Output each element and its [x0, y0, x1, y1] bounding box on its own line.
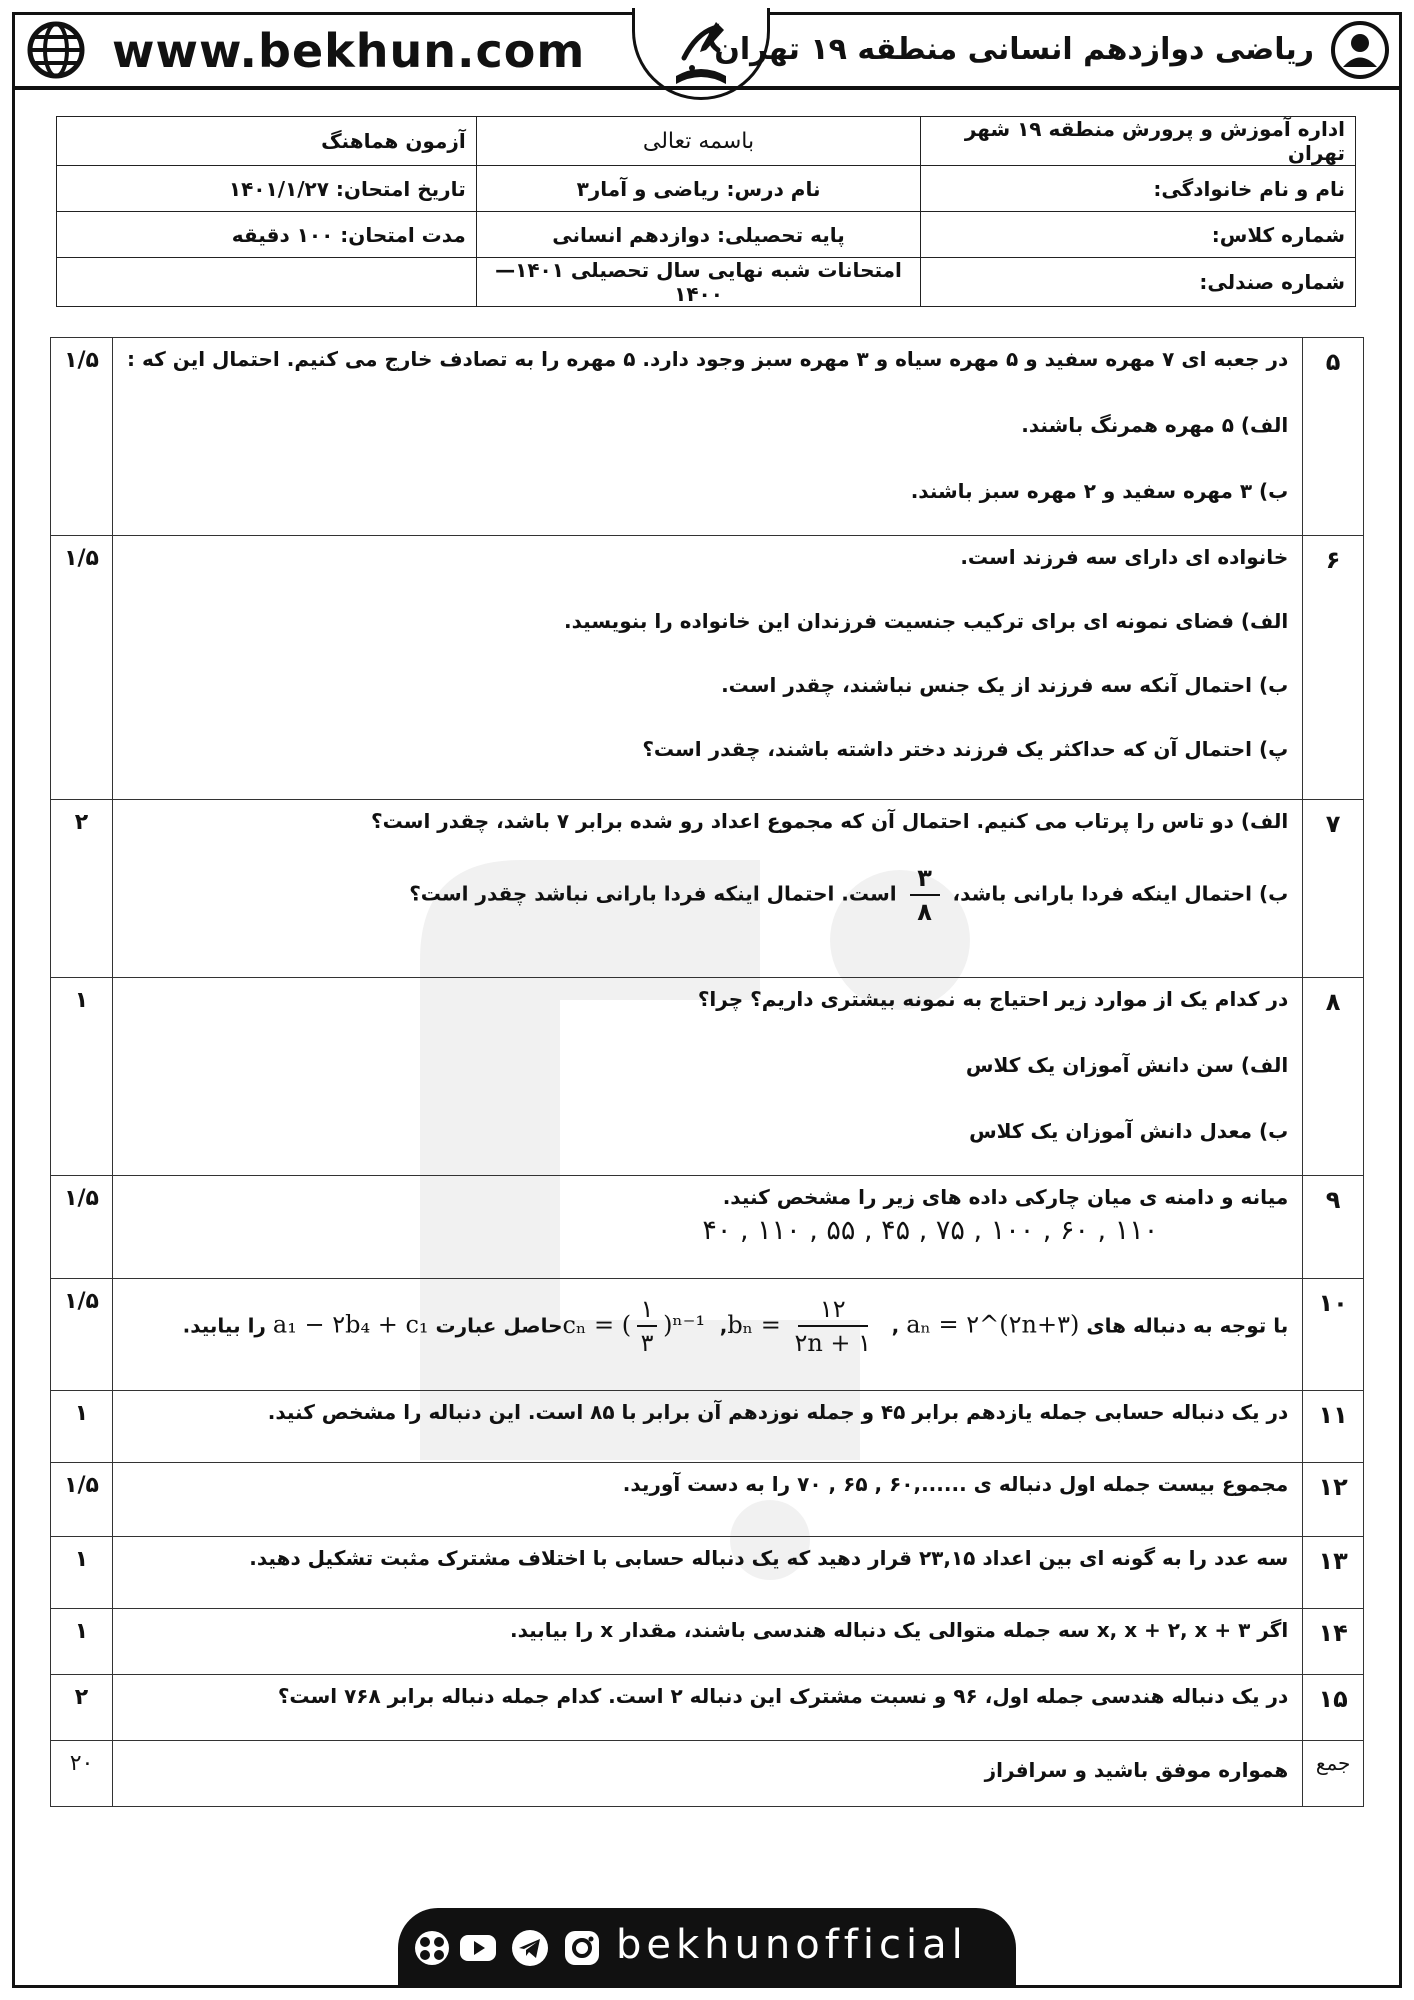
- question-body: [113, 800, 1303, 978]
- question-body: [113, 1609, 1303, 1675]
- question-text: ب) ۳ مهره سفید و ۲ مهره سبز باشند.: [910, 479, 1289, 503]
- telegram-icon[interactable]: [510, 1928, 550, 1968]
- question-text: در جعبه ای ۷ مهره سفید و ۵ مهره سیاه و ۳ مهره سبز وجود دارد. ۵ مهره را به تصادف خارج می کنیم. احتمال این که :: [127, 347, 1289, 371]
- question-score: ۱: [51, 978, 113, 1176]
- question-text: میانه و دامنه ی میان چارکی داده های زیر را مشخص کنید.: [722, 1185, 1289, 1209]
- question-number: ۵: [1303, 338, 1364, 536]
- question-body: [113, 1463, 1303, 1537]
- question-number: ۱۱: [1303, 1391, 1364, 1463]
- formula-left: cₙ = (: [562, 1310, 632, 1339]
- info-row: [57, 117, 1356, 166]
- question-row: [51, 800, 1364, 978]
- info-cell: اداره آموزش و پرورش منطقه ۱۹ شهر تهران: [921, 117, 1356, 166]
- fraction: [910, 864, 940, 926]
- question-text: ب) احتمال آنکه سه فرزند از یک جنس نباشند، چقدر است.: [721, 673, 1289, 697]
- question-number: ۱۲: [1303, 1463, 1364, 1537]
- total-score: ۲۰: [51, 1741, 113, 1807]
- question-body: [113, 1675, 1303, 1741]
- youtube-icon[interactable]: [458, 1928, 498, 1968]
- question-body: [113, 338, 1303, 536]
- question-body: [113, 1176, 1303, 1279]
- question-number: ۱۵: [1303, 1675, 1364, 1741]
- info-cell: شماره صندلی:: [921, 258, 1356, 307]
- formula-left: bₙ =: [727, 1310, 781, 1339]
- globe-icon: [26, 20, 86, 80]
- question-number: ۱۴: [1303, 1609, 1364, 1675]
- fraction-bar: [637, 1325, 657, 1327]
- top-header: [12, 12, 1402, 90]
- header-divider: [12, 86, 1402, 90]
- question-text: [127, 864, 1288, 926]
- exam-info-table: [56, 116, 1356, 307]
- question-row: [51, 1675, 1364, 1741]
- user-icon: [1330, 20, 1390, 80]
- question-number: ۱۰: [1303, 1279, 1364, 1391]
- question-text: در یک دنباله هندسی جمله اول، ۹۶ و نسبت مشترک این دنباله ۲ است. کدام جمله دنباله برابر ۷۶۸ است؟: [277, 1684, 1289, 1708]
- question-text: الف) فضای نمونه ای برای ترکیب جنسیت فرزندان این خانواده را بنویسید.: [564, 609, 1289, 633]
- question-text-part: است. احتمال اینکه فردا بارانی نباشد چقدر است؟: [409, 881, 897, 906]
- question-score: ۲: [51, 1675, 113, 1741]
- question-number: ۷: [1303, 800, 1364, 978]
- header-title: ریاضی دوازدهم انسانی منطقه ۱۹ تهران: [714, 32, 1314, 67]
- fraction-bar: [798, 1325, 868, 1327]
- fraction: [637, 1295, 657, 1357]
- fraction-denominator: ۲n + ۱: [794, 1329, 872, 1357]
- fraction-numerator: ۱: [640, 1295, 654, 1323]
- question-score: ۱: [51, 1537, 113, 1609]
- info-cell: تاریخ امتحان: ۱۴۰۱/۱/۲۷: [57, 166, 477, 212]
- info-cell: نام و نام خانوادگی:: [921, 166, 1356, 212]
- question-score: ۱: [51, 1609, 113, 1675]
- question-row: [51, 1537, 1364, 1609]
- info-row: [57, 258, 1356, 307]
- question-text: با توجه به دنباله های aₙ = ۲^(۲n+۳) , bₙ = $\frac{۱۲}{۲n + ۱}$ , cₙ = ( $\frac{۱}{۳}$ )ⁿ⁻¹ حاصل عبارت a₁ − ۲b₄ + c₁ را بیابید.: [182, 1295, 1289, 1357]
- question-row: [51, 338, 1364, 536]
- info-row: [57, 212, 1356, 258]
- question-text-part: را بیابید.: [182, 1313, 266, 1338]
- expression: a₁ − ۲b₄ + c₁: [272, 1310, 429, 1339]
- question-number: ۱۳: [1303, 1537, 1364, 1609]
- fraction-denominator: ۸: [917, 898, 932, 926]
- question-row: [51, 1463, 1364, 1537]
- question-body: [113, 1391, 1303, 1463]
- social-handle[interactable]: bekhunofficial: [616, 1922, 968, 1968]
- question-body: [113, 1279, 1303, 1391]
- closing-message: همواره موفق باشید و سرافراز: [113, 1741, 1303, 1807]
- site-url[interactable]: www.bekhun.com: [112, 24, 586, 78]
- question-score: ۱/۵: [51, 1279, 113, 1391]
- question-score: ۲: [51, 800, 113, 978]
- question-score: ۱/۵: [51, 1176, 113, 1279]
- total-label: جمع: [1303, 1741, 1364, 1807]
- question-row: [51, 978, 1364, 1176]
- question-text: در کدام یک از موارد زیر احتیاج به نمونه بیشتری داریم؟ چرا؟: [697, 987, 1289, 1011]
- fraction: [794, 1295, 871, 1357]
- question-number: ۸: [1303, 978, 1364, 1176]
- question-row: [51, 536, 1364, 800]
- question-score: ۱/۵: [51, 338, 113, 536]
- question-text: اگر x, x + ۲, x + ۳ سه جمله متوالی یک دنباله هندسی باشند، مقدار x را بیابید.: [509, 1618, 1289, 1642]
- question-row: [51, 1391, 1364, 1463]
- question-row: [51, 1279, 1364, 1391]
- sequence-a-formula: aₙ = ۲^(۲n+۳): [906, 1310, 1080, 1339]
- info-cell: باسمه تعالی: [476, 117, 921, 166]
- formula-right: )ⁿ⁻¹: [663, 1310, 706, 1339]
- question-row: [51, 1176, 1364, 1279]
- question-body: [113, 978, 1303, 1176]
- info-cell: امتحانات شبه نهایی سال تحصیلی ۱۴۰۱—۱۴۰۰: [476, 258, 921, 307]
- fraction-numerator: ۱۲: [819, 1295, 846, 1323]
- fraction-denominator: ۳: [640, 1329, 654, 1357]
- question-text-part: ب) احتمال اینکه فردا بارانی باشد،: [952, 881, 1289, 906]
- question-text: در یک دنباله حسابی جمله یازدهم برابر ۴۵ و جمله نوزدهم آن برابر با ۸۵ است. این دنباله را مشخص کنید.: [267, 1400, 1289, 1424]
- question-row: [51, 1609, 1364, 1675]
- fraction-bar: [910, 894, 940, 896]
- info-cell: پایه تحصیلی: دوازدهم انسانی: [476, 212, 921, 258]
- question-text: مجموع بیست جمله اول دنباله ی ......,۶۰ , ۶۵ , ۷۰ را به دست آورید.: [622, 1472, 1289, 1496]
- info-cell: نام درس: ریاضی و آمار۳: [476, 166, 921, 212]
- sequence-c-formula: [562, 1295, 713, 1357]
- question-number: ۶: [1303, 536, 1364, 800]
- info-row: [57, 166, 1356, 212]
- aparat-icon[interactable]: [412, 1928, 452, 1968]
- sequence-b-formula: [727, 1295, 884, 1357]
- info-cell: [57, 258, 477, 307]
- question-text: الف) ۵ مهره همرنگ باشند.: [1021, 413, 1289, 437]
- question-text: سه عدد را به گونه ای بین اعداد ۲۳,۱۵ قرار دهید که یک دنباله حسابی با اختلاف مشترک مثبت تشکیل دهید.: [249, 1546, 1289, 1570]
- question-body: [113, 1537, 1303, 1609]
- total-row: [51, 1741, 1364, 1807]
- question-score: ۱/۵: [51, 1463, 113, 1537]
- question-text: الف) دو تاس را پرتاب می کنیم. احتمال آن که مجموع اعداد رو شده برابر ۷ باشد، چقدر است؟: [371, 809, 1289, 833]
- info-cell: شماره کلاس:: [921, 212, 1356, 258]
- question-score: ۱: [51, 1391, 113, 1463]
- info-cell: آزمون هماهنگ: [57, 117, 477, 166]
- question-text: الف) سن دانش آموزان یک کلاس: [965, 1053, 1289, 1077]
- instagram-icon[interactable]: [562, 1928, 602, 1968]
- info-cell: مدت امتحان: ۱۰۰ دقیقه: [57, 212, 477, 258]
- question-text: خانواده ای دارای سه فرزند است.: [960, 545, 1289, 569]
- question-number: ۹: [1303, 1176, 1364, 1279]
- question-text-part: حاصل عبارت: [435, 1313, 563, 1338]
- fraction-numerator: ۳: [917, 864, 932, 892]
- question-text: ب) معدل دانش آموزان یک کلاس: [969, 1119, 1289, 1143]
- question-score: ۱/۵: [51, 536, 113, 800]
- question-text: پ) احتمال آن که حداکثر یک فرزند دختر داشته باشند، چقدر است؟: [642, 737, 1289, 761]
- question-body: [113, 536, 1303, 800]
- data-list: ۱۱۰ , ۶۰ , ۱۰۰ , ۷۵ , ۴۵ , ۵۵ , ۱۱۰ , ۴۰: [702, 1215, 1159, 1246]
- question-text-part: با توجه به دنباله های: [1086, 1313, 1289, 1338]
- questions-table: [50, 337, 1364, 1807]
